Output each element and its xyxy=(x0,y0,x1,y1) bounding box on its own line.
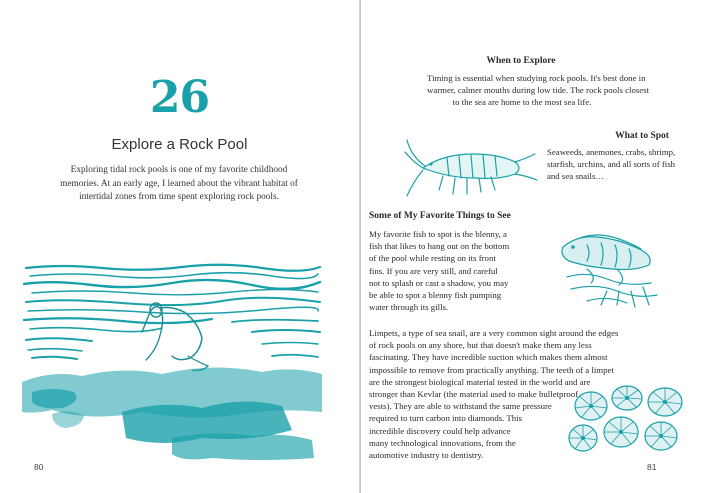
when-to-explore-heading: When to Explore xyxy=(486,56,556,66)
limpets-line: of rock pools on any shore, but that doesn't make them any less xyxy=(369,340,592,351)
favorite-things-paragraph xyxy=(369,228,539,313)
intro-line: Exploring tidal rock pools is one of my favorite childhood xyxy=(70,165,288,175)
favorites-line: not to splash or cast a shadow, you may xyxy=(369,277,509,288)
favorites-line: fish that likes to hang out on the bottom xyxy=(369,241,510,252)
limpets-line: required to turn carbon into diamonds. This xyxy=(369,413,523,424)
when-line: Timing is essential when studying rock pools. It's best done in xyxy=(427,73,646,83)
limpets-illustration xyxy=(567,384,697,456)
spot-line: and sea snails… xyxy=(547,171,605,182)
what-to-spot-paragraph xyxy=(547,146,695,183)
limpets-line: incredible discovery could help advance xyxy=(369,425,511,436)
intro-line: intertidal zones from time spent exploring rock pools. xyxy=(79,192,279,202)
favorites-line: of the pool while resting on its front xyxy=(369,253,496,264)
limpets-line: Limpets, a type of sea snail, are a very common sight around the edges xyxy=(369,328,619,338)
page-number-right: 81 xyxy=(647,462,657,472)
favorites-line: fins. If you are very still, and careful xyxy=(369,265,498,276)
when-to-explore-paragraph xyxy=(427,72,650,109)
limpets-line: are the strongest biological material tested in the world and are xyxy=(369,376,591,387)
chapter-title: Explore a Rock Pool xyxy=(111,136,248,153)
favorites-line: be able to spot a blenny fish pumping xyxy=(369,290,502,301)
shrimp-illustration xyxy=(403,132,539,202)
person-crouching-at-rock-pool-illustration xyxy=(22,262,322,462)
left-page xyxy=(0,0,359,493)
limpets-line: automotive industry to dentistry. xyxy=(369,450,484,461)
spot-line: Seaweeds, anemones, crabs, shrimp, xyxy=(547,147,676,157)
spot-line: starfish, urchins, and all sorts of fish xyxy=(547,159,676,170)
limpets-line: vests). They are able to withstand the same pressure xyxy=(369,401,552,412)
when-line: warmer, calmer mouths during low tide. The rock pools closest xyxy=(427,85,650,96)
limpets-line: many technological innovations, from the xyxy=(369,437,516,448)
right-page xyxy=(361,0,720,493)
favorites-line: My favorite fish to spot is the blenny, a xyxy=(369,229,507,239)
favorite-things-heading: Some of My Favorite Things to See xyxy=(369,211,511,221)
page-number-left: 80 xyxy=(34,462,44,472)
chapter-number: 26 xyxy=(149,72,210,123)
favorites-line: water through its gills. xyxy=(369,302,449,313)
intro-line: memories. At an early age, I learned about the vibrant habitat of xyxy=(60,178,298,189)
blenny-fish-illustration xyxy=(557,225,667,309)
when-line: to the sea are home to the most sea life. xyxy=(452,97,592,108)
limpets-line: fascinating. They have incredible suction which makes them almost xyxy=(369,352,608,363)
what-to-spot-heading: What to Spot xyxy=(615,131,669,141)
intro-paragraph xyxy=(36,164,322,205)
limpets-line: impossible to remove from practically anything. The teeth of a limpet xyxy=(369,364,614,375)
limpets-line: stronger than Kevlar (the material used to make bulletproof xyxy=(369,389,579,400)
